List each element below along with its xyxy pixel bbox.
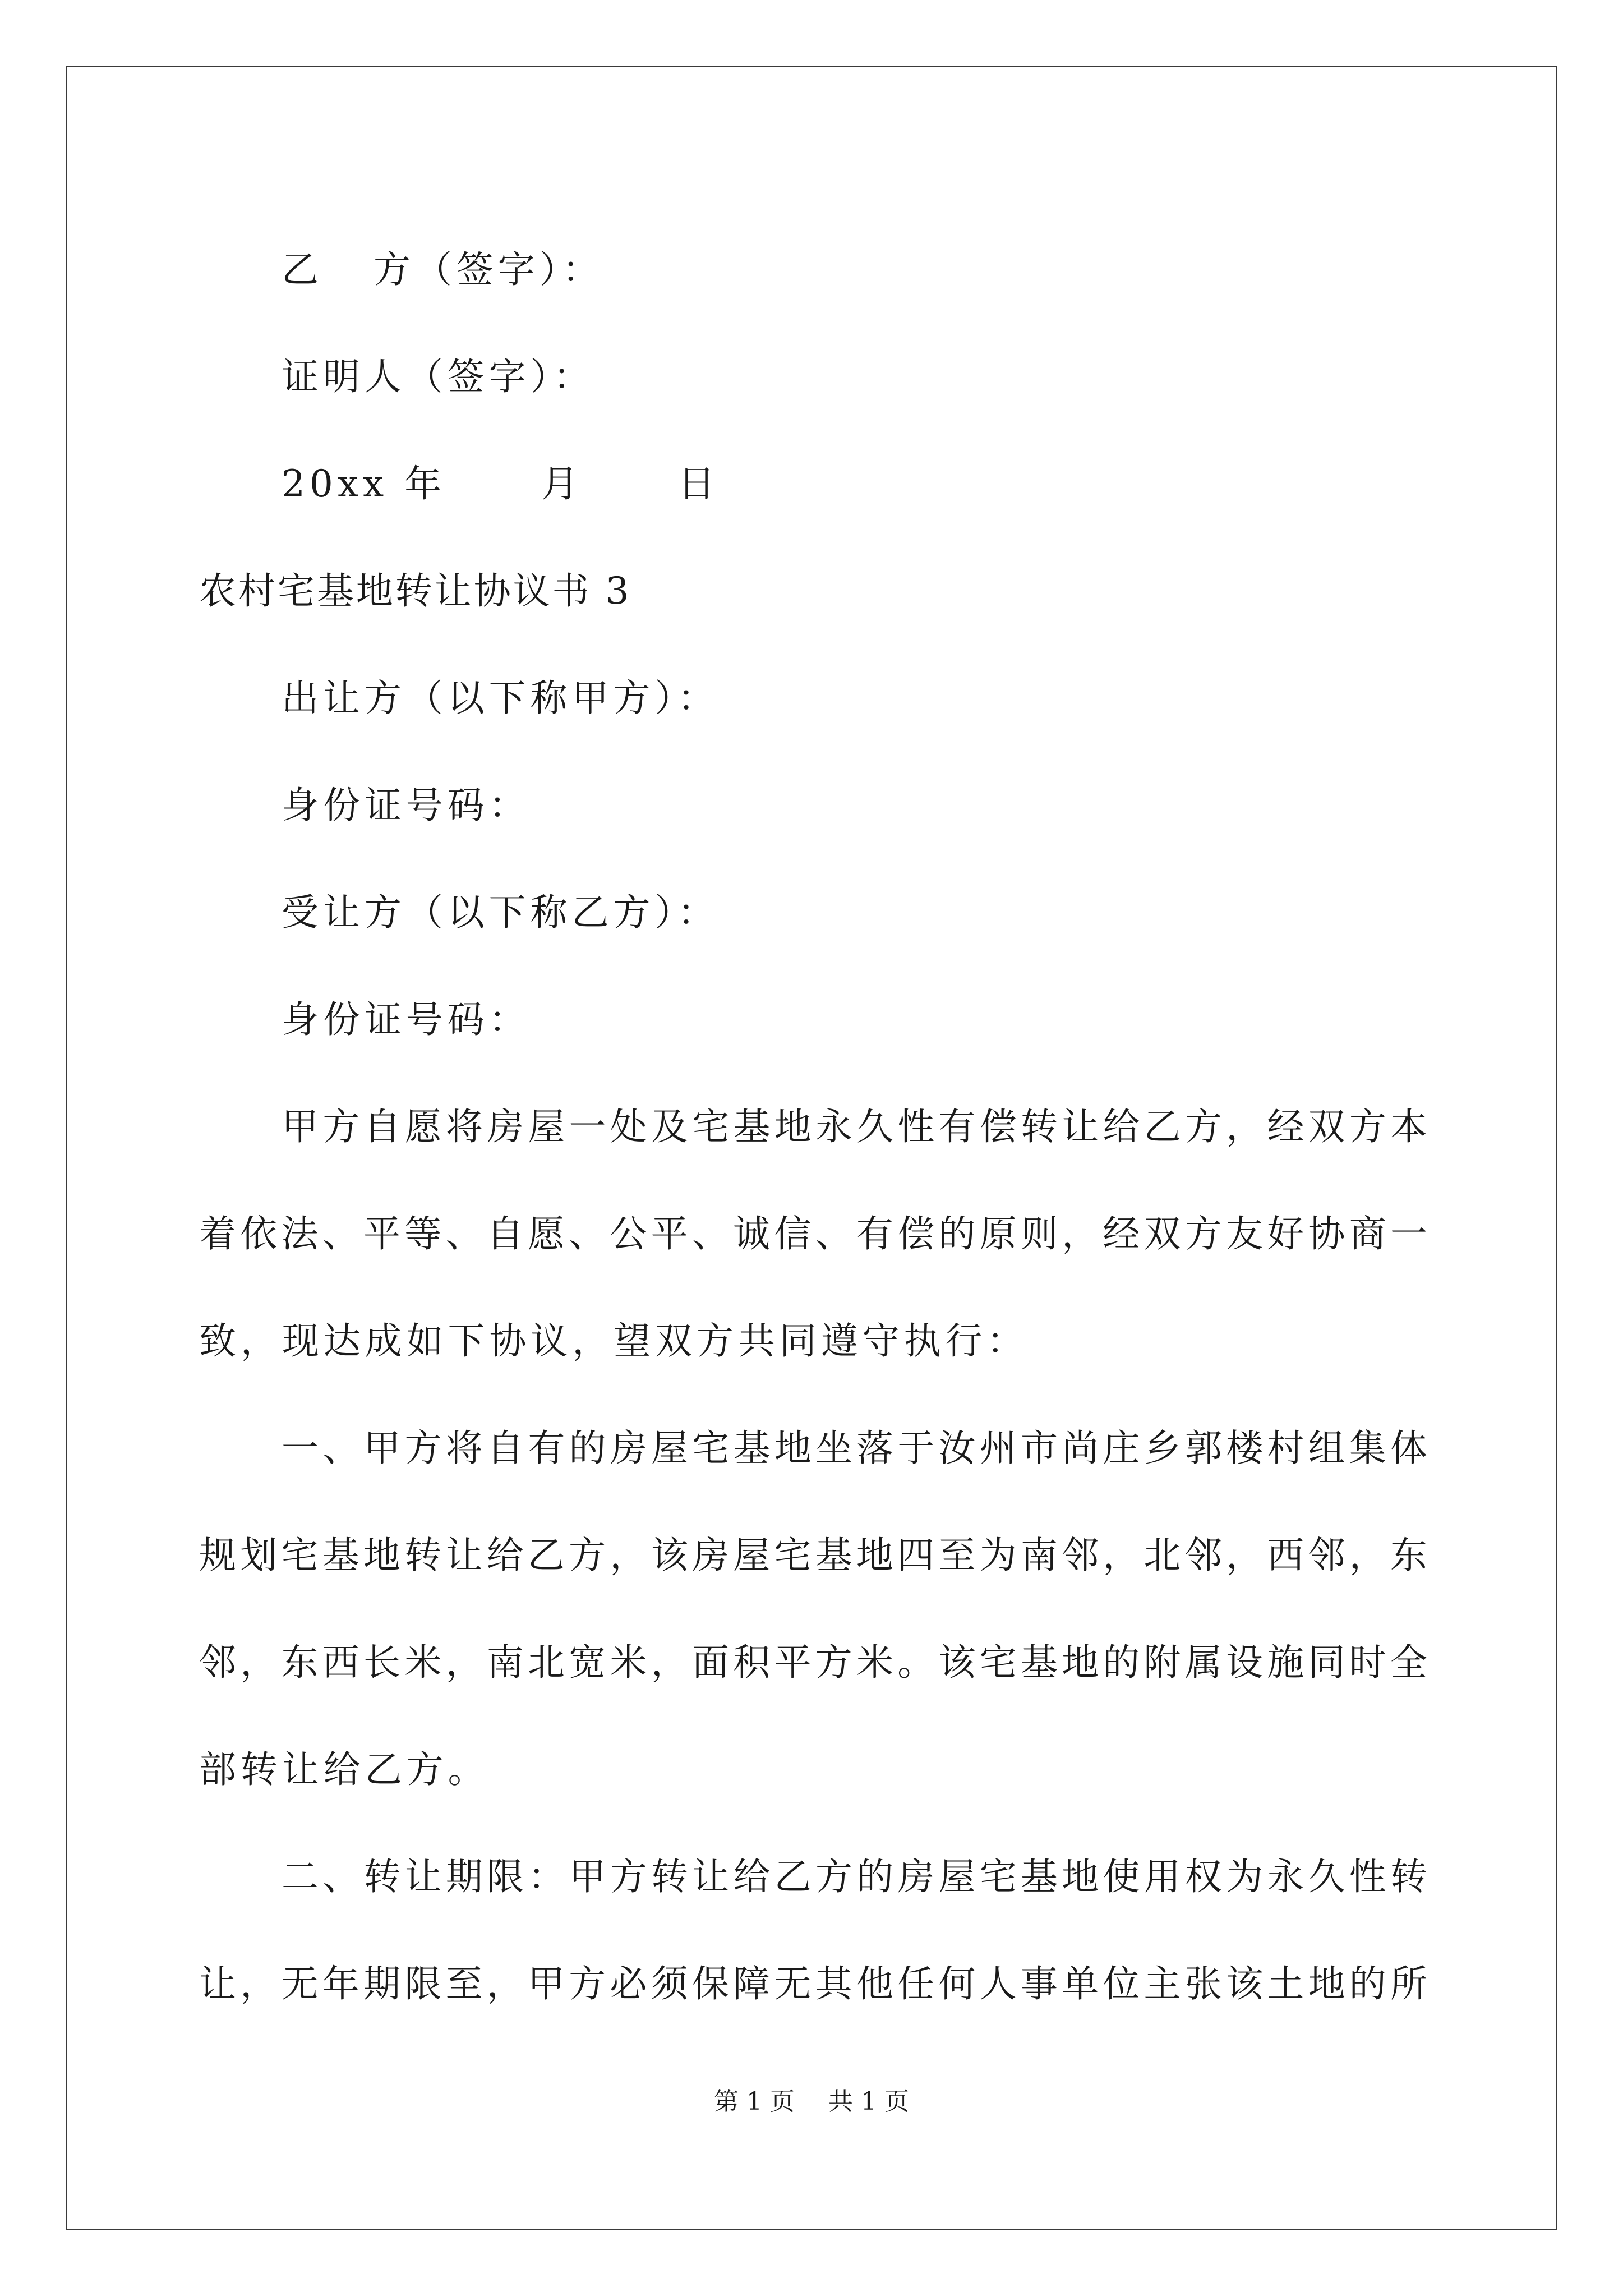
paragraph-line: 邻，东西长米，南北宽米，面积平方米。该宅基地的附属设施同时全 xyxy=(199,1641,1427,1684)
paragraph-line: 甲方自愿将房屋一处及宅基地永久性有偿转让给乙方，经双方本 xyxy=(282,1105,1427,1148)
paragraph-line: 让，无年期限至，甲方必须保障无其他任何人事单位主张该土地的所 xyxy=(199,1962,1427,2005)
paragraph-line: 部转让给乙方。 xyxy=(199,1748,490,1791)
date-line xyxy=(199,430,1427,537)
date-month: 月 xyxy=(541,462,583,505)
date-day: 日 xyxy=(677,462,720,505)
paragraph-line: 致，现达成如下协议，望双方共同遵守执行： xyxy=(199,1319,1029,1363)
party-b-label-char: 乙 xyxy=(282,248,323,291)
document-body xyxy=(199,216,1427,2037)
party-b-label-rest: 方（签字）： xyxy=(373,248,604,291)
agreement-title: 农村宅基地转让协议书 3 xyxy=(199,569,631,613)
paragraph-line: 二、转让期限：甲方转让给乙方的房屋宅基地使用权为永久性转 xyxy=(282,1855,1427,1898)
clause-1-paragraph xyxy=(199,1395,1427,1823)
page-total: 共 1 页 xyxy=(828,2087,909,2116)
preamble-paragraph xyxy=(199,1073,1427,1395)
transferor-line: 出让方（以下称甲方）： xyxy=(282,677,720,720)
clause-2-paragraph xyxy=(199,1823,1427,2037)
paragraph-line: 一、甲方将自有的房屋宅基地坐落于汝州市尚庄乡郭楼村组集体 xyxy=(282,1427,1427,1470)
date-year: 20xx 年 xyxy=(282,462,446,505)
paragraph-line: 规划宅基地转让给乙方，该房屋宅基地四至为南邻，北邻，西邻，东 xyxy=(199,1534,1427,1577)
transferee-id-line: 身份证号码： xyxy=(282,998,531,1041)
page-number: 第 1 页 xyxy=(714,2087,795,2116)
witness-signature-line: 证明人（签字）： xyxy=(282,355,595,398)
transferor-id-line: 身份证号码： xyxy=(282,784,531,827)
party-b-signature-line xyxy=(199,216,1427,323)
paragraph-line: 着依法、平等、自愿、公平、诚信、有偿的原则，经双方友好协商一 xyxy=(199,1212,1427,1255)
page-footer xyxy=(0,2081,1623,2117)
transferee-line: 受让方（以下称乙方）： xyxy=(282,891,720,934)
